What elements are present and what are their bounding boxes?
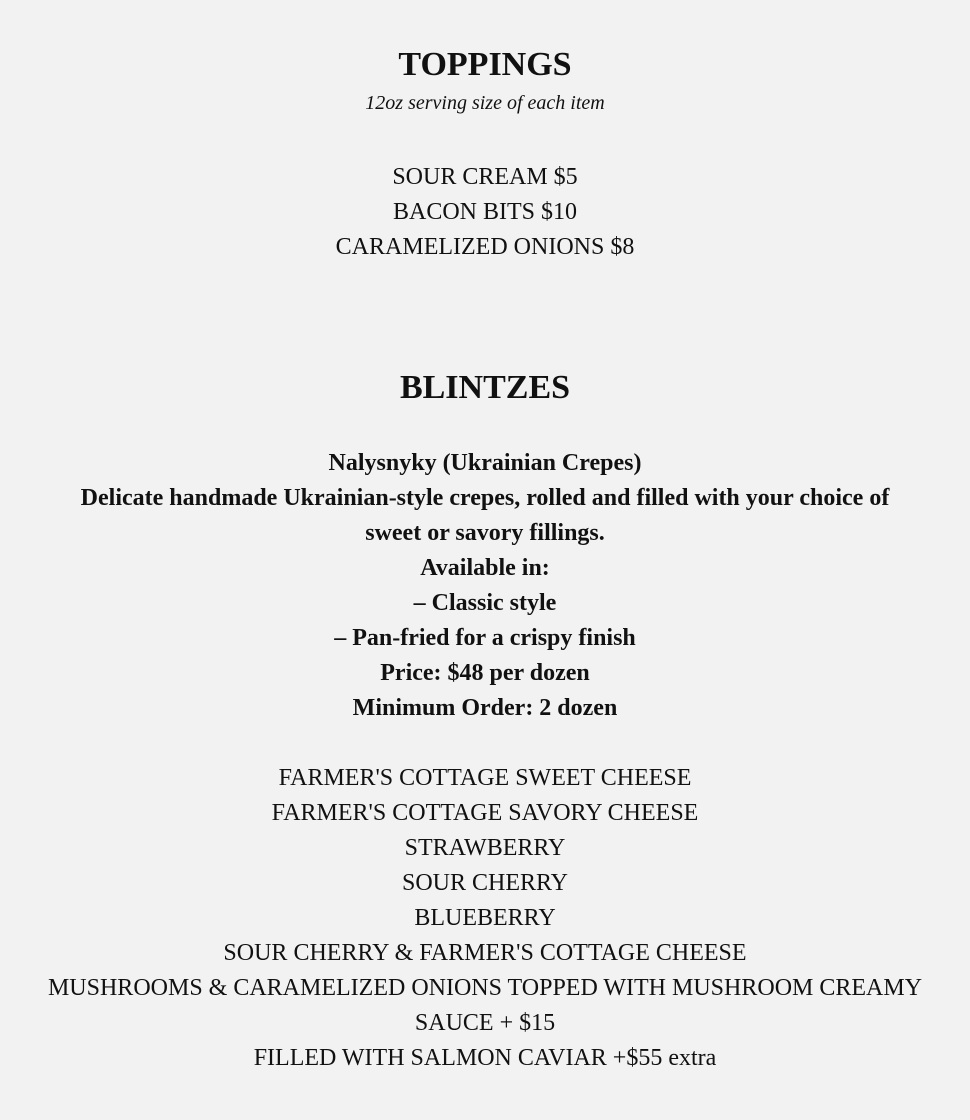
price-text: Price: $48 per dozen	[380, 660, 590, 686]
filling-item: BLUEBERRY	[414, 905, 556, 931]
blintzes-heading: BLINTZES	[399, 369, 571, 406]
blintzes-section	[0, 367, 970, 1076]
product-name: Nalysnyky (Ukrainian Crepes)	[328, 450, 642, 476]
serving-size-note: 12oz serving size of each item	[365, 92, 605, 114]
style-option: – Pan-fried for a crispy finish	[334, 625, 636, 651]
filling-item: FARMER'S COTTAGE SAVORY CHEESE	[271, 800, 699, 826]
available-label: Available in:	[420, 555, 550, 581]
toppings-section	[0, 44, 970, 265]
filling-item: SOUR CHERRY	[401, 870, 569, 896]
filling-item: FILLED WITH SALMON CAVIAR +$55 extra	[253, 1045, 717, 1071]
filling-item: FARMER'S COTTAGE SWEET CHEESE	[278, 765, 692, 791]
topping-item: SOUR CREAM $5	[392, 164, 578, 190]
filling-item: SOUR CHERRY & FARMER'S COTTAGE CHEESE	[223, 940, 747, 966]
fillings-list	[0, 761, 970, 1076]
toppings-heading: TOPPINGS	[398, 46, 572, 83]
blintzes-description-block	[0, 446, 970, 726]
filling-item: MUSHROOMS & CARAMELIZED ONIONS TOPPED WITH MUSHROOM CREAMY SAUCE + $15	[47, 975, 923, 1036]
topping-item: BACON BITS $10	[392, 199, 578, 225]
style-option: – Classic style	[413, 590, 557, 616]
product-description: Delicate handmade Ukrainian-style crepes, rolled and filled with your choice of sweet or savory fillings.	[80, 485, 890, 546]
toppings-list	[0, 160, 970, 265]
filling-item: STRAWBERRY	[404, 835, 566, 861]
minimum-order-text: Minimum Order: 2 dozen	[352, 695, 618, 721]
topping-item: CARAMELIZED ONIONS $8	[335, 234, 635, 260]
